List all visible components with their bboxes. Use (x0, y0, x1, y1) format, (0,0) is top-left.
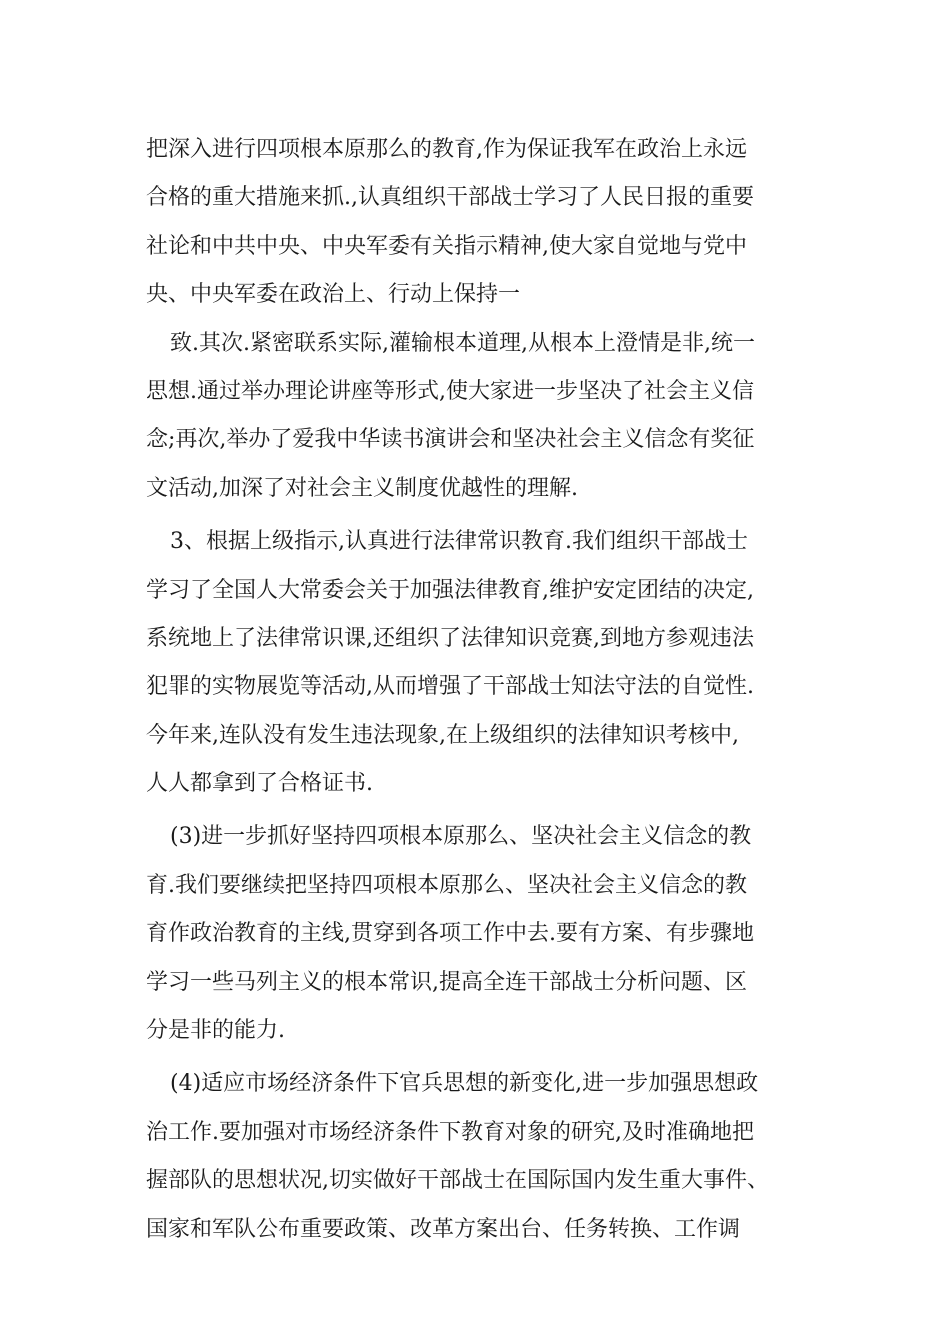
text-line: 育.我们要继续把坚持四项根本原那么、坚决社会主义信念的教 (146, 872, 747, 898)
text-line: 国家和军队公布重要政策、改革方案出台、任务转换、工作调 (146, 1216, 741, 1242)
text-line: 今年来,连队没有发生违法现象,在上级组织的法律知识考核中, (146, 722, 739, 748)
text-line: 握部队的思想状况,切实做好干部战士在国际国内发生重大事件、 (146, 1168, 769, 1194)
paragraph-2 (146, 320, 816, 514)
text-line: (3)进一步抓好坚持四项根本原那么、坚决社会主义信念的教 (170, 824, 752, 850)
text-line: 把深入进行四项根本原那么的教育,作为保证我军在政治上永远 (146, 137, 747, 162)
text-line: 社论和中共中央、中央军委有关指示精神,使大家自觉地与党中 (146, 233, 747, 259)
text-line: 学习了全国人大常委会关于加强法律教育,维护安定团结的决定, (146, 577, 754, 603)
text-line: 央、中央军委在政治上、行动上保持一 (146, 282, 521, 308)
paragraph-4 (146, 813, 816, 1055)
body-text (146, 126, 816, 1254)
paragraph-1 (146, 126, 816, 320)
text-line: 系统地上了法律常识课,还组织了法律知识竞赛,到地方参观违法 (146, 625, 754, 651)
text-line: 治工作.要加强对市场经济条件下教育对象的研究,及时准确地把 (146, 1119, 754, 1145)
text-line: 文活动,加深了对社会主义制度优越性的理解. (146, 475, 578, 501)
text-line: 学习一些马列主义的根本常识,提高全连干部战士分析问题、区 (146, 969, 747, 995)
text-line: 致.其次.紧密联系实际,灌输根本道理,从根本上澄情是非,统一 (170, 330, 755, 356)
text-line: 3、根据上级指示,认真进行法律常识教育.我们组织干部战士 (170, 529, 748, 555)
text-line: 念;再次,举办了爱我中华读书演讲会和坚决社会主义信念有奖征 (146, 427, 755, 453)
text-line: (4)适应市场经济条件下官兵思想的新变化,进一步加强思想政 (170, 1071, 759, 1097)
text-line: 犯罪的实物展览等活动,从而增强了干部战士知法守法的自觉性. (146, 674, 754, 700)
text-line: 分是非的能力. (146, 1018, 285, 1044)
paragraph-3 (146, 518, 816, 808)
text-line: 思想.通过举办理论讲座等形式,使大家进一步坚决了社会主义信 (146, 378, 754, 404)
paragraph-5 (146, 1060, 816, 1254)
text-line: 人人都拿到了合格证书. (146, 771, 373, 797)
text-line: 育作政治教育的主线,贯穿到各项工作中去.要有方案、有步骤地 (146, 921, 754, 947)
text-line: 合格的重大措施来抓.,认真组织干部战士学习了人民日报的重要 (146, 185, 754, 211)
